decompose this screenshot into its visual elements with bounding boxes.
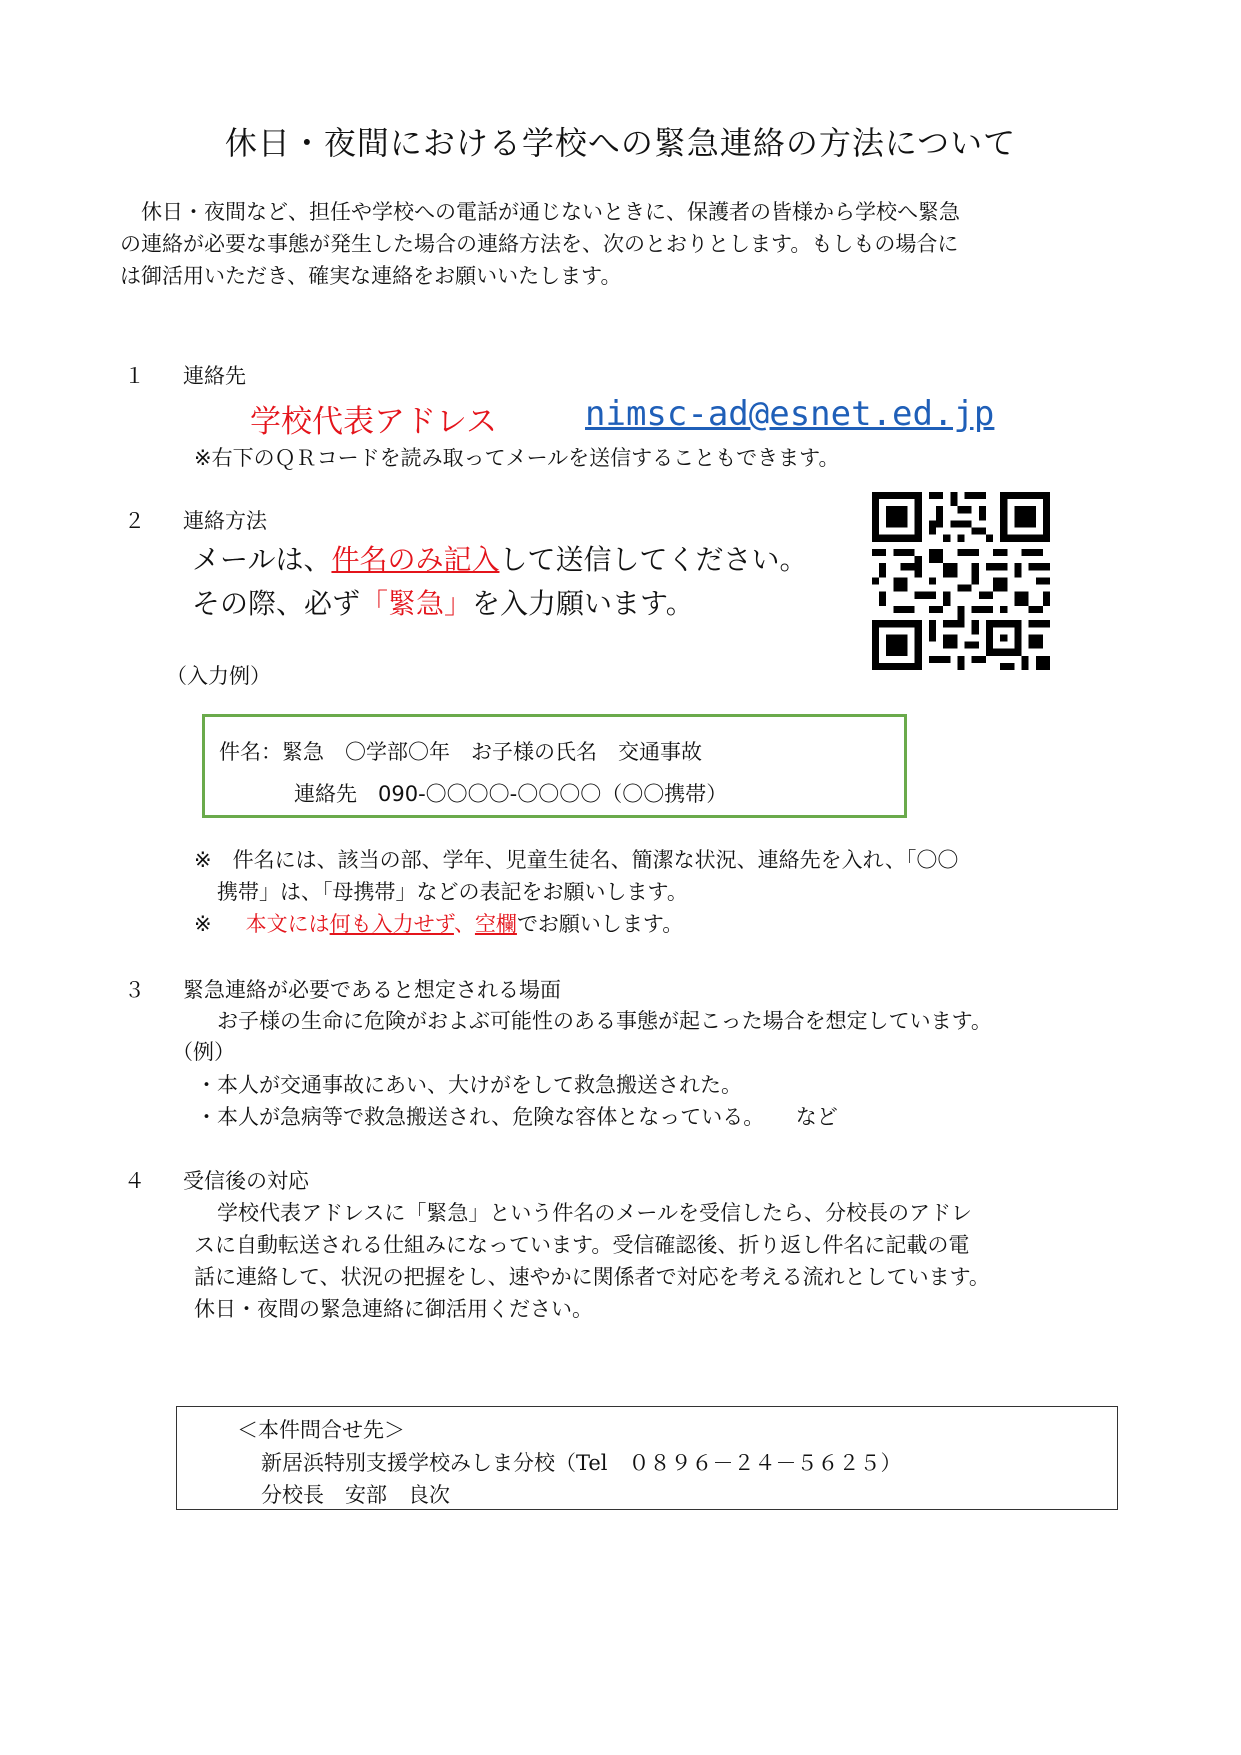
note-emphasis: 、 (453, 912, 475, 936)
note-mark: ※ (194, 912, 212, 936)
email-link[interactable]: nimsc-ad@esnet.ed.jp (585, 394, 995, 434)
method-line-2 (192, 582, 694, 622)
section-number: ３ (124, 978, 145, 1002)
method-text: メールは、 (192, 543, 332, 576)
method-text: して送信してください。 (499, 543, 808, 576)
section-number: ４ (124, 1169, 145, 1193)
method-line-1 (192, 538, 807, 578)
example-box (202, 714, 907, 818)
intro-paragraph (120, 196, 1130, 292)
section-title: 受信後の対応 (183, 1169, 309, 1193)
note-2 (194, 908, 683, 938)
example-subject: 件名：緊急 〇学部〇年 お子様の氏名 交通事故 (219, 740, 702, 764)
note-emphasis: 本文には (245, 912, 330, 936)
section-title: 連絡方法 (183, 509, 267, 533)
contact-school: 新居浜特別支援学校みしま分校（Tel ０８９６－２４－５６２５） (261, 1451, 902, 1475)
list-item: ・本人が急病等で救急搬送され、危険な容体となっている。 など (196, 1105, 838, 1129)
page-title: 休日・夜間における学校への緊急連絡の方法について (224, 124, 1017, 162)
section-3-heading (100, 974, 561, 1004)
qr-note: ※右下のＱＲコードを読み取ってメールを送信することもできます。 (194, 446, 840, 470)
section-title: 緊急連絡が必要であると想定される場面 (183, 978, 561, 1002)
section-4-heading (100, 1165, 309, 1195)
section-4-line: 休日・夜間の緊急連絡に御活用ください。 (194, 1297, 593, 1321)
section-4-line: 話に連絡して、状況の把握をし、速やかに関係者で対応を考える流れとしています。 (194, 1265, 990, 1289)
section-number: １ (124, 364, 145, 388)
method-emphasis: 件名のみ記入 (331, 543, 500, 576)
list-item: ・本人が交通事故にあい、大けがをして救急搬送された。 (196, 1073, 742, 1097)
section-4-line: 学校代表アドレスに「緊急」という件名のメールを受信したら、分校長のアドレ (217, 1201, 972, 1225)
note-text: でお願いします。 (516, 912, 684, 936)
intro-line: の連絡が必要な事態が発生した場合の連絡方法を、次のとおりとします。もしもの場合に (120, 232, 959, 256)
intro-line: 休日・夜間など、担任や学校への電話が通じないときに、保護者の皆様から学校へ緊急 (141, 200, 960, 224)
example-contact: 連絡先 090-〇〇〇〇-〇〇〇〇（〇〇携帯） (294, 782, 728, 806)
section-1-heading (100, 360, 246, 390)
note-emphasis: 空欄 (474, 912, 517, 936)
example-label: （入力例） (166, 664, 271, 688)
section-4-line: スに自動転送される仕組みになっています。受信確認後、折り返し件名に記載の電 (194, 1233, 970, 1257)
qr-code-icon[interactable] (872, 492, 1050, 670)
section-title: 連絡先 (183, 364, 246, 388)
intro-line: は御活用いただき、確実な連絡をお願いいたします。 (120, 264, 622, 288)
method-text: を入力願います。 (472, 587, 694, 620)
method-text: その際、必ず (192, 587, 361, 620)
address-label: 学校代表アドレス (250, 404, 498, 440)
contact-person: 分校長 安部 良次 (261, 1483, 450, 1507)
contact-heading: ＜本件問合せ先＞ (237, 1418, 405, 1442)
note-1-line-2: 携帯」は、「母携帯」などの表記をお願いします。 (217, 880, 688, 904)
section-3-example-label: （例） (172, 1040, 235, 1064)
section-number: ２ (124, 509, 145, 533)
contact-box (176, 1406, 1118, 1510)
section-3-body: お子様の生命に危険がおよぶ可能性のある事態が起こった場合を想定しています。 (217, 1009, 992, 1033)
note-1-line-1: ※ 件名には、該当の部、学年、児童生徒名、簡潔な状況、連絡先を入れ、「〇〇 (194, 848, 959, 872)
section-2-heading (100, 505, 267, 535)
method-emphasis: 「緊急」 (360, 587, 473, 620)
note-emphasis: 何も入力せず (329, 912, 454, 936)
